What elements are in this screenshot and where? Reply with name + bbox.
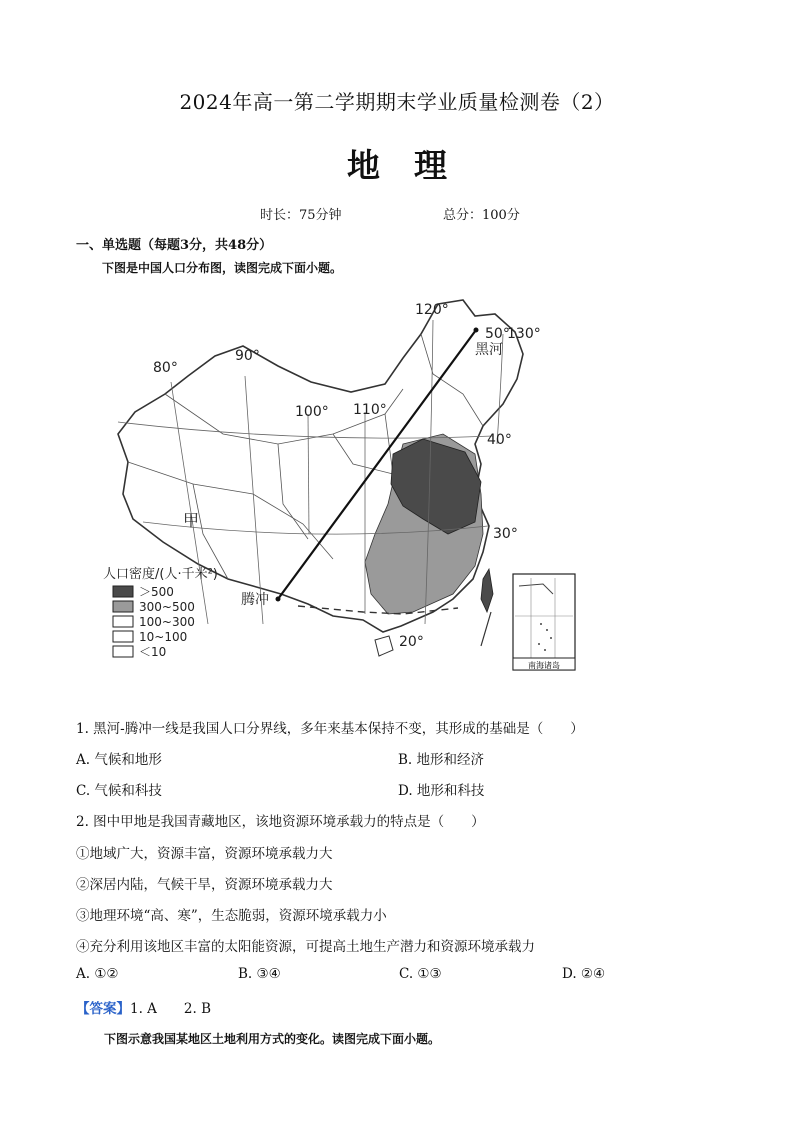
legend-swatch-4: [113, 646, 133, 657]
hainan-island: [375, 636, 393, 656]
exam-duration: 时长：75分钟: [260, 208, 342, 223]
tengchong-point: [276, 597, 281, 602]
lat-label-20: 20°: [399, 634, 424, 650]
legend-label-4: ＜10: [139, 645, 167, 659]
south-china-sea-inset: [513, 574, 575, 670]
place-label-heihe: 黑河: [475, 342, 503, 358]
lon-label-100: 100°: [295, 404, 329, 420]
lon-label-120: 120°: [415, 302, 449, 318]
section-heading: 一、单选题（每题3分，共48分）: [76, 238, 273, 253]
lat-label-50: 50°: [485, 326, 510, 342]
legend-title: 人口密度/(人·千米²): [103, 567, 218, 582]
q1-option-a: A. 气候和地形: [76, 752, 162, 768]
sea-border-mark: [481, 612, 491, 646]
subject-title: 地理: [347, 146, 481, 185]
answer-label: 【答案】: [76, 1001, 130, 1017]
lon-label-90: 90°: [235, 348, 260, 364]
legend-label-3: 10~100: [139, 630, 188, 644]
exam-total-score: 总分：100分: [443, 208, 520, 223]
legend-label-1: 300~500: [139, 600, 195, 614]
legend-swatch-0: [113, 586, 133, 597]
q2-option-d: D. ②④: [562, 966, 606, 982]
q2-item-1: ①地域广大，资源丰富，资源环境承载力大: [76, 846, 333, 862]
lon-label-130: 130°: [507, 326, 541, 342]
legend: [103, 566, 218, 659]
q1-option-c: C. 气候和科技: [76, 783, 162, 799]
q2-option-b: B. ③④: [238, 966, 281, 982]
q2-item-3: ③地理环境“高、寒”，生态脆弱，资源环境承载力小: [76, 908, 387, 924]
q2-option-c: C. ①③: [399, 966, 442, 982]
answer-line: [76, 997, 211, 1017]
q2-option-a: A. ①②: [76, 966, 119, 982]
taiwan-island: [481, 569, 493, 612]
heihe-point: [474, 328, 479, 333]
legend-swatch-1: [113, 601, 133, 612]
lon-label-80: 80°: [153, 360, 178, 376]
map-svg: [103, 294, 583, 676]
place-label-jia: 甲: [183, 511, 200, 530]
place-label-tengchong: 腾冲: [241, 592, 269, 608]
legend-label-0: ＞500: [139, 585, 174, 599]
q1-option-d: D. 地形和科技: [398, 783, 485, 799]
china-population-map: [103, 294, 583, 676]
q1-option-b: B. 地形和经济: [398, 752, 485, 768]
question-intro-2: 下图示意我国某地区土地利用方式的变化。读图完成下面小题。: [104, 1032, 441, 1046]
q2-item-2: ②深居内陆，气候干旱，资源环境承载力大: [76, 877, 333, 893]
question-intro: 下图是中国人口分布图，读图完成下面小题。: [102, 261, 343, 275]
inset-caption: 南海诸岛: [528, 661, 560, 670]
q2-item-4: ④充分利用该地区丰富的太阳能资源，可提高土地生产潜力和资源环境承载力: [76, 939, 535, 955]
answer-text: 1. A 2. B: [130, 1001, 212, 1017]
legend-label-2: 100~300: [139, 615, 195, 629]
q2-stem: 2. 图中甲地是我国青藏地区，该地资源环境承载力的特点是（ ）: [76, 814, 485, 830]
q1-stem: 1. 黑河-腾冲一线是我国人口分界线，多年来基本保持不变，其形成的基础是（ ）: [76, 721, 584, 737]
lon-label-110: 110°: [353, 402, 387, 418]
legend-swatch-2: [113, 616, 133, 627]
legend-swatch-3: [113, 631, 133, 642]
lat-label-40: 40°: [487, 432, 512, 448]
exam-title: 2024年高一第二学期期末学业质量检测卷（2）: [179, 90, 615, 114]
lat-label-30: 30°: [493, 526, 518, 542]
